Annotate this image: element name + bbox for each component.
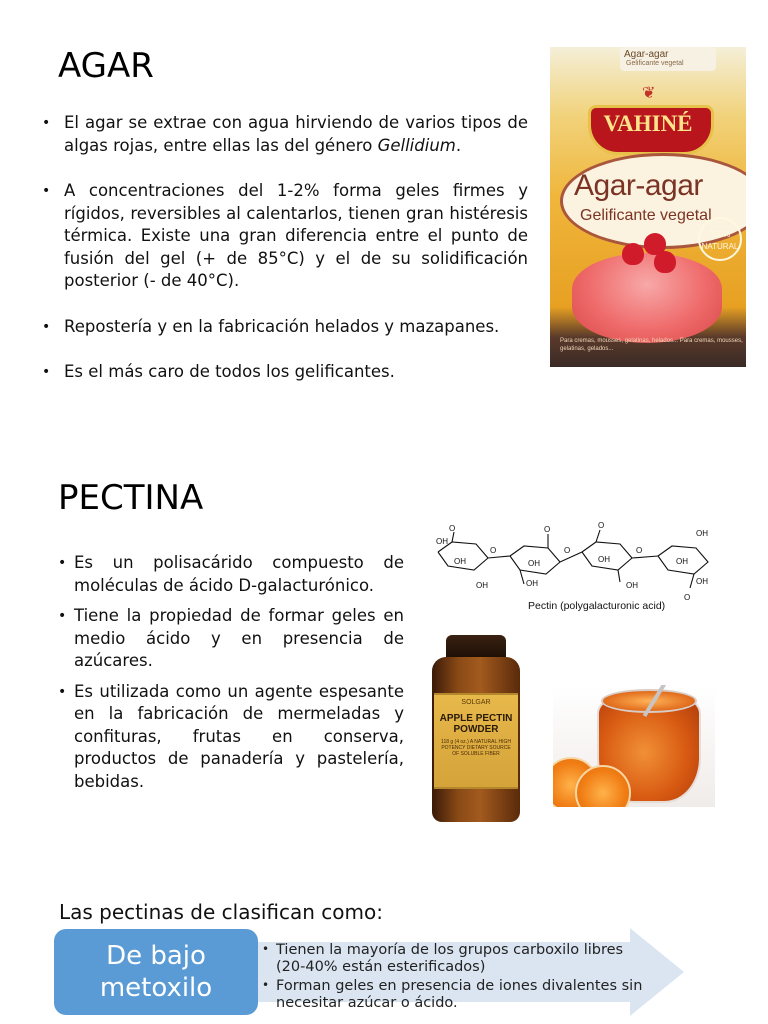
agar-bullet-4: • Es el más caro de todos los gelificantes. [64, 361, 528, 384]
agar-title: AGAR [58, 46, 154, 86]
svg-text:OH: OH [526, 579, 538, 588]
svg-text:OH: OH [454, 557, 466, 566]
classification-intro: Las pectinas de clasifican como: [59, 900, 383, 924]
classification-bullet-list [276, 942, 648, 1014]
classification-bullet-2: • Forman geles en presencia de iones divalentes sin necesitar azúcar o ácido. [276, 978, 648, 1012]
svg-text:OH: OH [696, 577, 708, 586]
diagram-atom-labels [436, 522, 708, 602]
package-top-sub: Gelificante vegetal [626, 60, 684, 67]
svg-text:O: O [449, 524, 456, 533]
pectina-bullet-list [74, 552, 404, 801]
bottle-fine-print: 118 g (4 oz.) A NATURAL HIGH POTENCY DIETARY SOURCE OF SOLUBLE FIBER [441, 739, 511, 757]
raspberry [654, 251, 676, 273]
agar-bullet-3: • Repostería y en la fabricación helados y mazapanes. [64, 316, 528, 339]
svg-text:O: O [490, 546, 497, 555]
package-top-label: Agar-agar [624, 49, 669, 60]
package-sub-label: Gelificante vegetal [580, 207, 712, 224]
svg-text:OH: OH [696, 529, 708, 538]
svg-text:O: O [684, 593, 691, 602]
brand-name: VAHINÉ [603, 111, 693, 136]
agar-bullet-1: • El agar se extrae con agua hirviendo de varios tipos de algas rojas, entre ellas las del género Gellidium. [64, 112, 528, 157]
bottle-brand: SOLGAR [461, 699, 491, 706]
pectina-bullet-2: • Tiene la propiedad de formar geles en medio ácido y en presencia de azúcares. [74, 605, 404, 673]
pectina-bullet-1: • Es un polisacárido compuesto de moléculas de ácido D-galacturónico. [74, 552, 404, 597]
brand-leaves-icon: ❦ [642, 83, 656, 102]
agar-package-image [550, 47, 746, 367]
jam-jar-photo [553, 685, 715, 807]
pectina-title: PECTINA [58, 478, 204, 518]
bottle-label [434, 693, 518, 789]
low-methoxyl-box: De bajo metoxilo [54, 929, 258, 1015]
raspberry [622, 243, 644, 265]
agar-bullet-2: • A concentraciones del 1-2% forma geles firmes y rígidos, reversibles al calentarlos, tienen gran histéresis térmica. Existe una gran diferencia entre el punto de fusión del gel (+ de 85°C) y el de su solidificación posterior (- de 40°C). [64, 180, 528, 293]
svg-text:O: O [564, 546, 571, 555]
agar-bullet-list [64, 112, 528, 407]
svg-text:OH: OH [676, 557, 688, 566]
bottle-product-name: APPLE PECTIN POWDER [439, 713, 513, 735]
svg-text:OH: OH [436, 537, 448, 546]
bottle-cap [446, 635, 506, 659]
apple-pectin-bottle-image [428, 635, 524, 825]
package-main-label: Agar-agar [574, 169, 703, 202]
classification-bullet-1: • Tienen la mayoría de los grupos carboxilo libres (20-40% están esterificados) [276, 942, 648, 976]
svg-text:OH: OH [528, 559, 540, 568]
package-fine-print: Para cremas, mousses, gelatinas, helados... Para cremas, mousses, gelatinas, gelados... [560, 338, 743, 352]
natural-badge: 100% NATURAL [698, 217, 742, 261]
cake-illustration [572, 253, 722, 343]
pectina-bullet-3: • Es utilizada como un agente espesante en la fabricación de mermeladas y confituras, frutas en conserva, productos de panadería y pastelería, bebidas. [74, 681, 404, 794]
agar-genus-name: Gellidium [377, 135, 456, 155]
svg-text:O: O [598, 522, 605, 530]
svg-text:OH: OH [476, 581, 488, 590]
pectin-diagram-caption: Pectin (polygalacturonic acid) [528, 600, 666, 612]
svg-text:OH: OH [598, 555, 610, 564]
svg-text:OH: OH [626, 581, 638, 590]
svg-text:O: O [636, 546, 643, 555]
svg-text:O: O [544, 525, 551, 534]
